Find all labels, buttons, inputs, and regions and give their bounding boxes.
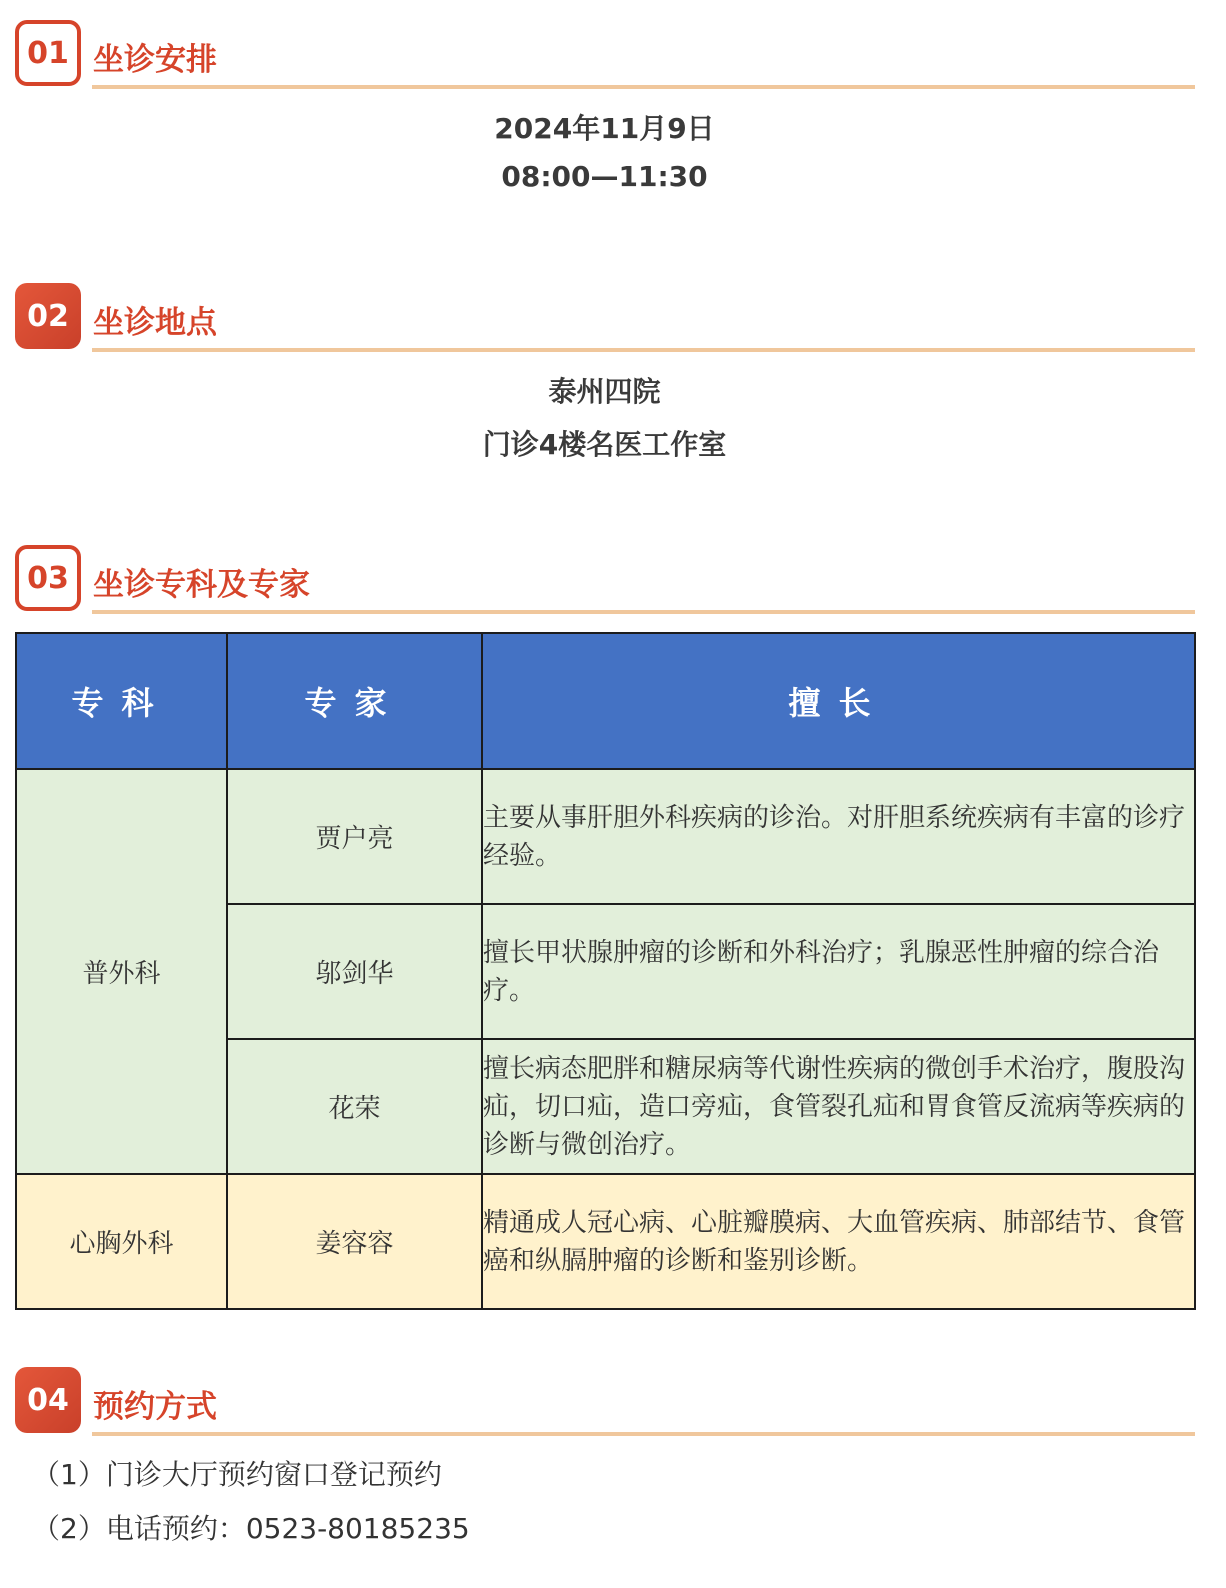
- column-header-specialty: 擅长: [482, 633, 1195, 769]
- section-title: 坐诊专科及专家: [93, 567, 310, 603]
- column-header-expert: 专家: [227, 633, 482, 769]
- booking-method-1: （1）门诊大厅预约窗口登记预约: [32, 1458, 442, 1491]
- specialty-cell: 擅长病态肥胖和糖尿病等代谢性疾病的微创手术治疗，腹股沟疝，切口疝，造口旁疝，食管裂孔疝和胃食管反流病等疾病的诊断与微创治疗。: [482, 1039, 1195, 1174]
- section-03-header: [15, 545, 1195, 615]
- expert-name-cell: 邬剑华: [227, 904, 482, 1039]
- table-row: [16, 769, 1195, 904]
- section-divider: [92, 1432, 1195, 1436]
- section-01-header: [15, 20, 1195, 90]
- section-number-badge: 02: [15, 283, 81, 349]
- section-04-header: [15, 1367, 1195, 1437]
- specialty-cell: 主要从事肝胆外科疾病的诊治。对肝胆系统疾病有丰富的诊疗经验。: [482, 769, 1195, 904]
- specialty-cell: 精通成人冠心病、心脏瓣膜病、大血管疾病、肺部结节、食管癌和纵膈肿瘤的诊断和鉴别诊断。: [482, 1174, 1195, 1309]
- section-title: 坐诊地点: [93, 305, 217, 341]
- section-divider: [92, 85, 1195, 89]
- table-header-row: [16, 633, 1195, 769]
- expert-name-cell: 花荣: [227, 1039, 482, 1174]
- location-room: 门诊4楼名医工作室: [482, 428, 727, 461]
- section-number-badge: 03: [15, 545, 81, 611]
- section-number-badge: 01: [15, 20, 81, 86]
- section-divider: [92, 348, 1195, 352]
- department-cell: 普外科: [16, 769, 227, 1174]
- expert-name-cell: 贾户亮: [227, 769, 482, 904]
- schedule-date: 2024年11月9日: [494, 112, 715, 145]
- section-02-header: [15, 283, 1195, 353]
- schedule-time: 08:00—11:30: [501, 160, 708, 193]
- section-number-badge: 04: [15, 1367, 81, 1433]
- column-header-department: 专科: [16, 633, 227, 769]
- expert-name-cell: 姜容容: [227, 1174, 482, 1309]
- location-hospital: 泰州四院: [548, 375, 661, 408]
- booking-method-2: （2）电话预约：0523-80185235: [32, 1512, 470, 1545]
- section-title: 坐诊安排: [93, 42, 217, 78]
- section-title: 预约方式: [93, 1389, 217, 1425]
- section-divider: [92, 610, 1195, 614]
- expert-table: [15, 632, 1196, 1310]
- department-cell: 心胸外科: [16, 1174, 227, 1309]
- table-row: [16, 1174, 1195, 1309]
- specialty-cell: 擅长甲状腺肿瘤的诊断和外科治疗；乳腺恶性肿瘤的综合治疗。: [482, 904, 1195, 1039]
